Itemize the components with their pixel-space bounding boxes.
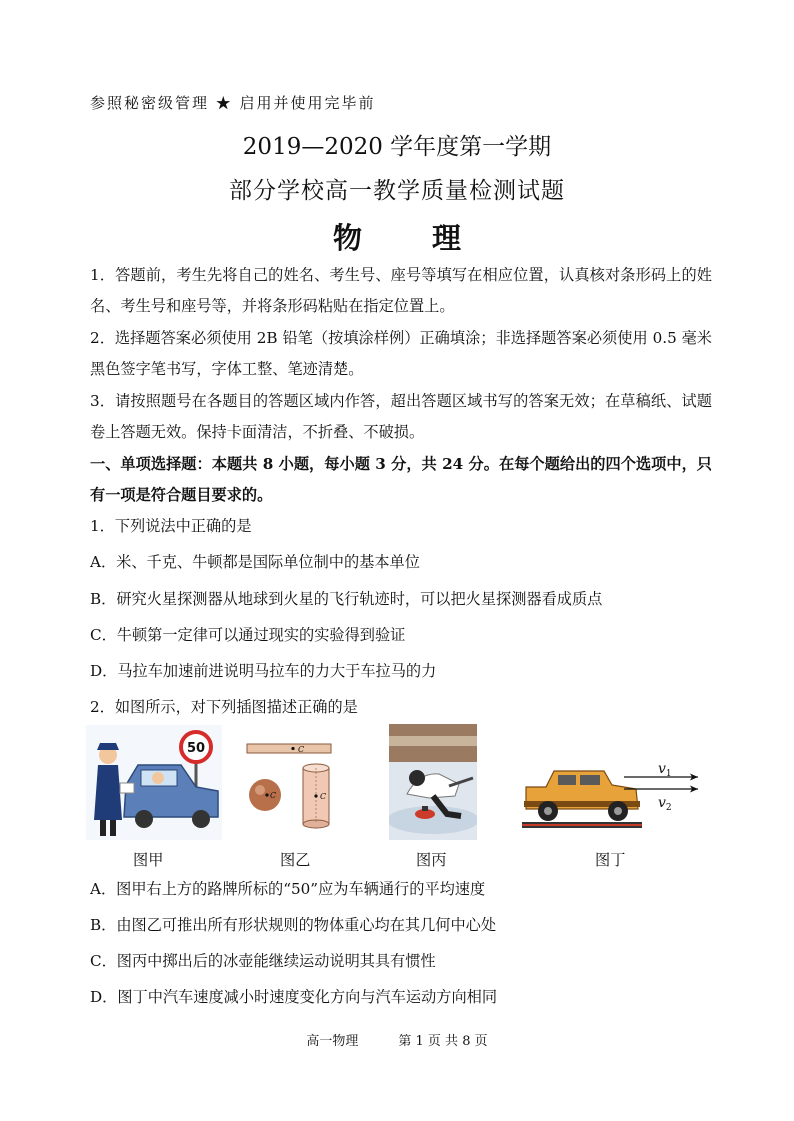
q2-stem: 2．如图所示，对下列插图描述正确的是 — [90, 698, 358, 716]
subject-char-1: 物 — [332, 221, 362, 255]
q2-option-c: C．图丙中掷出后的冰壶能继续运动说明其具有惯性 — [90, 952, 436, 970]
q2-option-d: D．图丁中汽车速度减小时速度变化方向与汽车运动方向相同 — [90, 988, 498, 1006]
page-footer — [0, 1030, 794, 1049]
q1-option-a: A．米、千克、牛顿都是国际单位制中的基本单位 — [90, 553, 420, 571]
caption-jia: 图甲 — [133, 851, 164, 869]
section-heading: 一、单项选择题：本题共 8 小题，每小题 3 分，共 24 分。在每个题给出的四个选项中，只有一项是符合题目要求的。 — [90, 455, 712, 504]
confidential-note: 参照秘密级管理 ★ 启用并使用完毕前 — [90, 94, 376, 112]
figure-bing — [389, 724, 477, 840]
velocity-v2-label: $v_2$ — [658, 795, 672, 813]
speed-sign-text: 50 — [186, 741, 206, 756]
subject-title — [0, 216, 794, 257]
cylinder-center-label: C — [320, 792, 327, 801]
sphere-center-label: C — [270, 791, 277, 800]
bar-center-label: C — [298, 745, 305, 754]
q2-option-a: A．图甲右上方的路牌所标的“50”应为车辆通行的平均速度 — [90, 880, 486, 898]
figure-ding — [516, 757, 706, 831]
caption-yi: 图乙 — [280, 851, 311, 869]
q1-stem: 1．下列说法中正确的是 — [90, 517, 252, 535]
q1-option-b: B．研究火星探测器从地球到火星的飞行轨迹时，可以把火星探测器看成质点 — [90, 590, 603, 608]
subject-char-2: 理 — [432, 221, 462, 255]
q1-option-d: D．马拉车加速前进说明马拉车的力大于车拉马的力 — [90, 662, 437, 680]
footer-page-info: 第 1 页 共 8 页 — [398, 1034, 488, 1049]
q1-option-c: C．牛顿第一定律可以通过现实的实验得到验证 — [90, 626, 406, 644]
q2-option-b: B．由图乙可推出所有形状规则的物体重心均在其几何中心处 — [90, 916, 497, 934]
figure-jia — [86, 725, 222, 840]
caption-ding: 图丁 — [595, 851, 626, 869]
instruction-2: 2．选择题答案必须使用 2B 铅笔（按填涂样例）正确填涂；非选择题答案必须使用 0.5 毫米黑色签字笔书写，字体工整、笔迹清楚。 — [90, 329, 712, 378]
exam-title-year: 2019—2020 学年度第一学期 — [242, 134, 552, 160]
exam-title: 部分学校高一教学质量检测试题 — [229, 178, 565, 204]
figure-yi — [241, 738, 339, 835]
instruction-3: 3．请按照题号在各题目的答题区域内作答，超出答题区域书写的答案无效；在草稿纸、试题卷上答题无效。保持卡面清洁，不折叠、不破损。 — [90, 392, 712, 441]
velocity-v1-label: $v_1$ — [658, 761, 672, 779]
instruction-1: 1．答题前，考生先将自己的姓名、考生号、座号等填写在相应位置，认真核对条形码上的姓名、考生号和座号等，并将条形码粘贴在指定位置上。 — [90, 266, 712, 315]
caption-bing: 图丙 — [416, 851, 447, 869]
footer-course: 高一物理 — [306, 1034, 359, 1049]
